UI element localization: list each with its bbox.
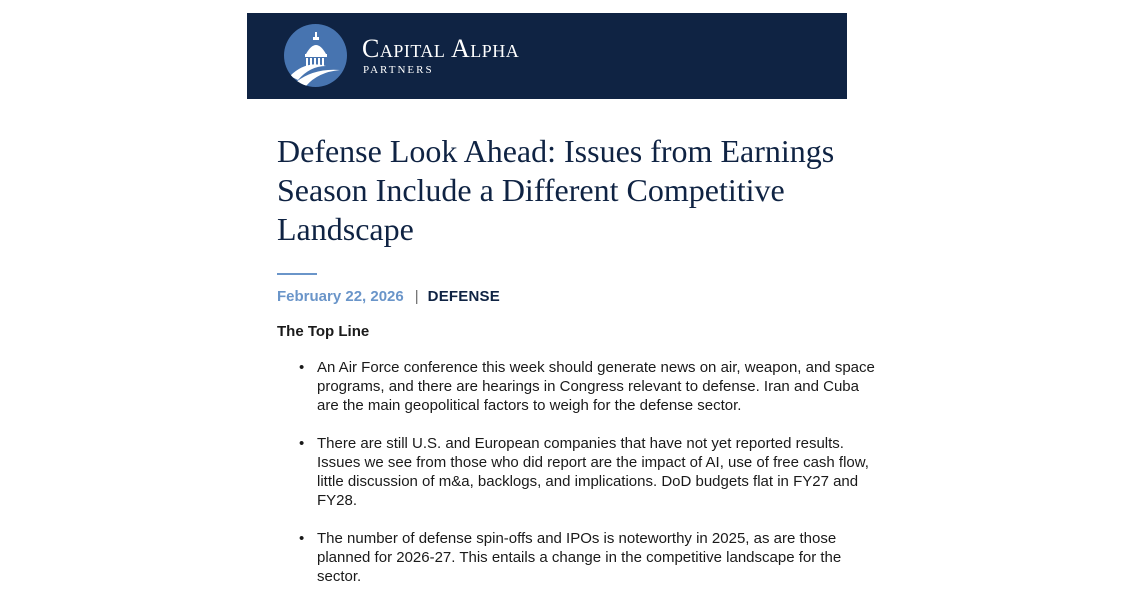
top-line-heading: The Top Line (277, 323, 370, 340)
list-item (277, 434, 877, 510)
article-date: February 22, 2026 (277, 288, 404, 305)
meta-separator: | (414, 288, 419, 305)
article-title: Defense Look Ahead: Issues from Earnings Season Include a Different Competitive Landscape (277, 133, 835, 247)
bullet-icon: • (299, 435, 305, 452)
bullet-icon: • (299, 359, 305, 376)
bullet-list (277, 358, 877, 586)
article-meta (277, 287, 877, 307)
bullet-text: There are still U.S. and European companies that have not yet reported results. Issues we see from those who did report are the impact of AI, use of free cash flow, little discussion of m&a, backlogs, and implications. DoD budgets flat in FY27 and FY28. (317, 435, 869, 509)
bullet-text: An Air Force conference this week should generate news on air, weapon, and space programs, and there are hearings in Congress relevant to defense. Iran and Cuba are the main geopolitical factors to weigh for the defense sector. (317, 359, 875, 414)
bullet-icon: • (299, 530, 305, 547)
list-item (277, 358, 877, 415)
article-section: DEFENSE (427, 288, 500, 305)
list-item (277, 529, 877, 586)
article-content (277, 132, 877, 605)
capitol-dome-logo-icon (284, 24, 347, 87)
header-banner (247, 13, 847, 99)
title-divider (277, 273, 317, 275)
brand-subtitle: PARTNERS (363, 64, 434, 76)
brand-name: Capital Alpha (362, 34, 520, 63)
bullet-text: The number of defense spin-offs and IPOs is noteworthy in 2025, as are those planned for 2026-27. This entails a change in the competitive landscape for the sector. (317, 530, 842, 585)
